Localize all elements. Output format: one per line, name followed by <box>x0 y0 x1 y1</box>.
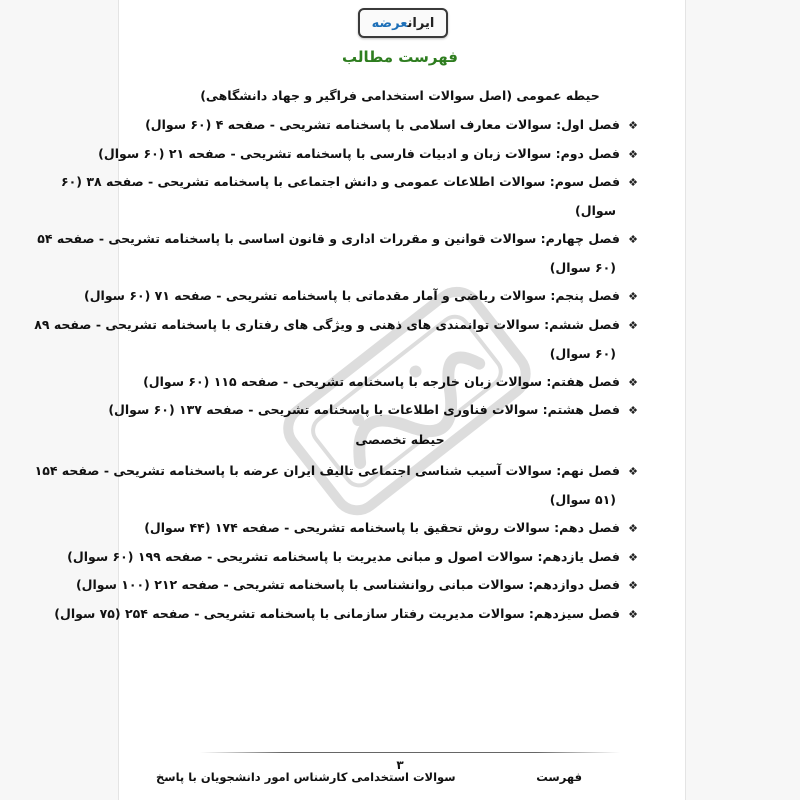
toc-entry-line <box>61 168 638 197</box>
toc-entry-text: سوال) <box>575 203 616 218</box>
toc-entry-text: فصل اول: سوالات معارف اسلامی با پاسخنامه تشریحی - صفحه ۴ (۶۰ سوال) <box>145 117 620 132</box>
toc-entry-text: (۵۱ سوال) <box>549 492 616 507</box>
bullet-diamond-icon: ❖ <box>628 147 638 161</box>
toc-entry-line <box>98 140 638 169</box>
toc-entry-continuation <box>158 254 638 282</box>
toc-entry-text: فصل پنجم: سوالات ریاضی و آمار مقدماتی با پاسخنامه تشریحی - صفحه ۷۱ (۶۰ سوال) <box>83 288 620 303</box>
toc-entry-text: فصل ششم: سوالات توانمندی های ذهنی و ویژگی های رفتاری با پاسخنامه تشریحی - صفحه ۸۹ <box>34 316 620 332</box>
specialized-section-heading: حیطه تخصصی <box>355 432 445 447</box>
toc-entry-line <box>37 225 638 254</box>
toc-entry-text: فصل یازدهم: سوالات اصول و مبانی مدیریت با پاسخنامه تشریحی - صفحه ۱۹۹ (۶۰ سوال) <box>67 548 620 564</box>
page-margin-left <box>0 0 118 800</box>
bullet-diamond-icon: ❖ <box>628 404 638 417</box>
toc-entry-text: فصل دوم: سوالات زبان و ادبیات فارسی با پاسخنامه تشریحی - صفحه ۲۱ (۶۰ سوال) <box>98 145 620 161</box>
footer-divider <box>200 752 620 753</box>
toc-entry-line <box>75 571 638 600</box>
toc-entry-continuation <box>158 197 638 225</box>
toc-entry <box>37 225 638 282</box>
general-section-heading: حیطه عمومی (اصل سوالات استخدامی فراگیر و جهاد دانشگاهی) <box>200 88 600 103</box>
toc-entry-text: فصل چهارم: سوالات قوانین و مقررات اداری و قانون اساسی با پاسخنامه تشریحی - صفحه ۵۴ <box>37 231 620 246</box>
toc-entry-line <box>54 600 638 629</box>
bullet-diamond-icon: ❖ <box>628 176 638 189</box>
toc-entry <box>98 140 638 169</box>
bullet-diamond-icon: ❖ <box>628 579 638 592</box>
footer-section-label: فهرست <box>536 770 582 784</box>
toc-entry-text: فصل سوم: سوالات اطلاعات عمومی و دانش اجتماعی با پاسخنامه تشریحی - صفحه ۳۸ (۶۰ <box>61 174 620 189</box>
toc-entry-text: فصل دوازدهم: سوالات مبانی روانشناسی با پاسخنامه تشریحی - صفحه ۲۱۲ (۱۰۰ سوال) <box>75 577 620 592</box>
bullet-diamond-icon: ❖ <box>628 290 638 303</box>
bullet-diamond-icon: ❖ <box>628 522 638 535</box>
bullet-diamond-icon: ❖ <box>628 550 638 564</box>
bullet-diamond-icon: ❖ <box>628 465 638 478</box>
bullet-diamond-icon: ❖ <box>628 607 638 621</box>
toc-entry-text: فصل دهم: سوالات روش تحقیق با پاسخنامه تشریحی - صفحه ۱۷۴ (۴۴ سوال) <box>144 520 620 535</box>
iran-arze-logo <box>358 8 448 38</box>
toc-entry-text: فصل سیزدهم: سوالات مدیریت رفتار سازمانی با پاسخنامه تشریحی - صفحه ۲۵۴ (۷۵ سوال) <box>54 605 620 621</box>
footer-book-title: سوالات استخدامی کارشناس امور دانشجویان با پاسخ <box>156 770 456 784</box>
bullet-diamond-icon: ❖ <box>628 318 638 332</box>
toc-entry <box>145 111 638 140</box>
bullet-diamond-icon: ❖ <box>628 233 638 246</box>
toc-entry-text: فصل هفتم: سوالات زبان خارجه با پاسخنامه تشریحی - صفحه ۱۱۵ (۶۰ سوال) <box>143 373 620 389</box>
toc-entry-line <box>145 111 638 140</box>
toc-entry <box>75 571 638 600</box>
toc-entry-text: فصل نهم: سوالات آسیب شناسی اجتماعی تالیف ایران عرضه با پاسخنامه تشریحی - صفحه ۱۵۴ <box>34 463 620 478</box>
toc-entry <box>54 600 638 629</box>
page-margin-right <box>684 0 800 800</box>
toc-entry <box>61 168 638 225</box>
bullet-diamond-icon: ❖ <box>628 375 638 389</box>
logo-text: ایرانعرضه <box>371 15 435 31</box>
bullet-diamond-icon: ❖ <box>628 119 638 132</box>
toc-entry-text: (۶۰ سوال) <box>549 260 616 275</box>
toc-title: فهرست مطالب <box>342 48 458 66</box>
toc-entry-text: فصل هشتم: سوالات فناوری اطلاعات با پاسخنامه تشریحی - صفحه ۱۳۷ (۶۰ سوال) <box>108 402 620 417</box>
page-number: ۳ <box>396 758 404 772</box>
toc-entry-text: (۶۰ سوال) <box>549 345 616 361</box>
